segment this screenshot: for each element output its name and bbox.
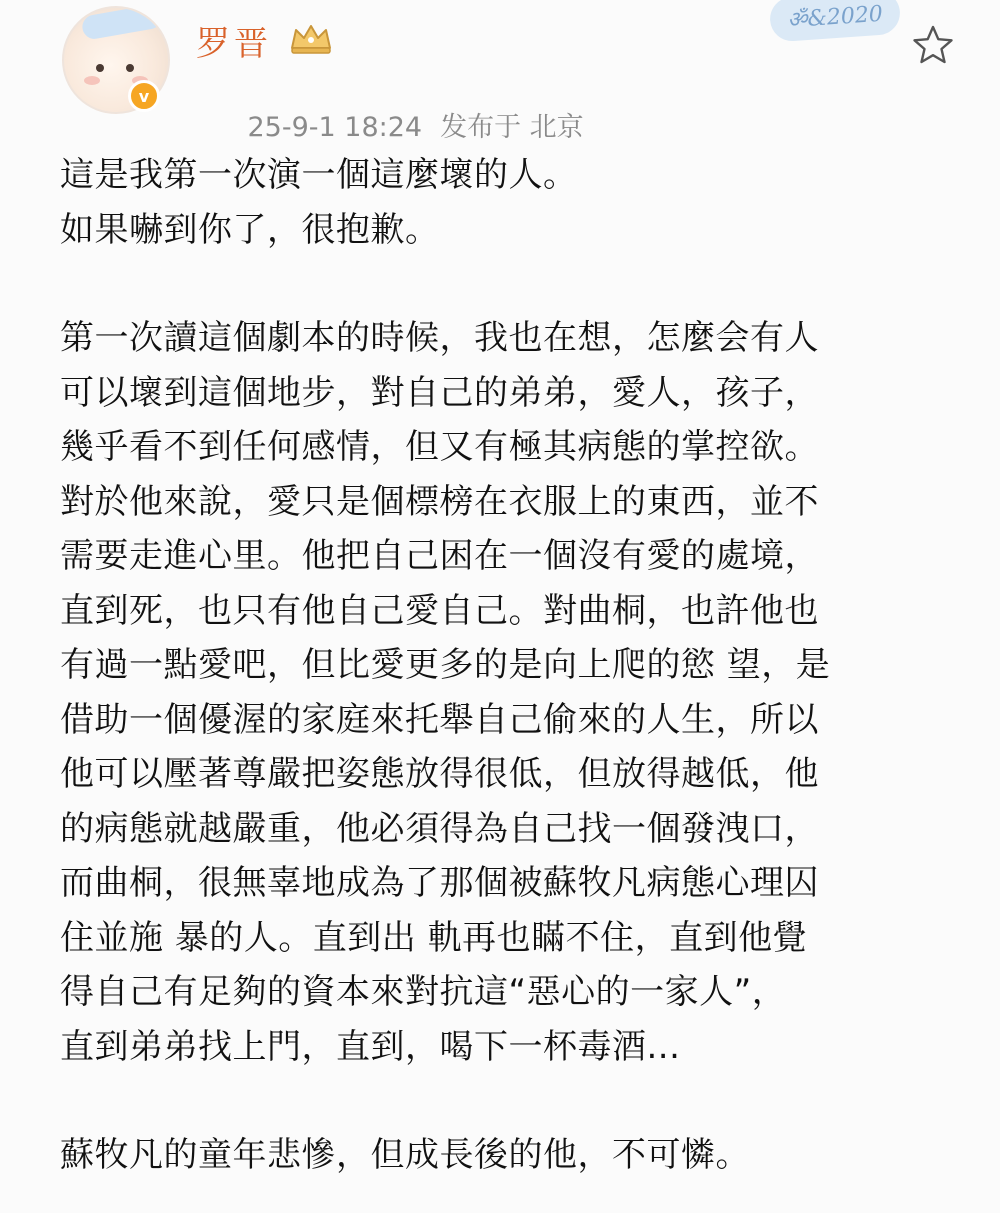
text-line: 這是我第一次演一個這麼壞的人。 (60, 155, 578, 195)
star-outline-icon[interactable] (910, 22, 956, 68)
text-line: 直到弟弟找上門，直到，喝下一杯毒酒... (60, 1026, 681, 1067)
avatar-decoration (81, 6, 164, 41)
text-line: 需要走進心里。他把自己困在一個沒有愛的處境， (60, 536, 819, 576)
text-line: 得自己有足夠的資本來對抗這“惡心的一家人”， (60, 972, 787, 1012)
author-name[interactable]: 罗晋 (196, 24, 272, 64)
avatar-eye-right (126, 64, 134, 72)
text-line: 可以壞到這個地步，對自己的弟弟，愛人，孩子， (60, 372, 819, 413)
post-datetime: 25-9-1 18:24 (247, 112, 423, 143)
text-line: 而曲桐，很無辜地成為了那個被蘇牧凡病態心理囚 (60, 863, 819, 903)
paragraph-1 (60, 148, 960, 257)
paragraph-2 (60, 311, 960, 1074)
text-line: 如果嚇到你了，很抱歉。 (60, 209, 440, 250)
text-line: 的病態就越嚴重，他必須得為自己找一個發洩口， (60, 808, 819, 849)
text-line: 直到死，也只有他自己愛自己。對曲桐，也許他也 (60, 590, 819, 631)
text-line: 他可以壓著尊嚴把姿態放得很低，但放得越低，他 (60, 754, 819, 794)
post-location: 发布于 北京 (440, 112, 584, 143)
verified-badge-icon: v (128, 80, 160, 112)
text-line: 蘇牧凡的童年悲慘，但成長後的他，不可憐。 (60, 1135, 750, 1175)
text-line: 借助一個優渥的家庭來托舉自己偷來的人生，所以 (60, 699, 819, 740)
text-line: 對於他來說，愛只是個標榜在衣服上的東西，並不 (60, 481, 819, 522)
post-body (60, 148, 960, 1183)
crown-icon (288, 22, 334, 54)
paragraph-3 (60, 1128, 960, 1183)
decoration-card-badge: ॐ&2020 (769, 0, 902, 42)
text-line: 幾乎看不到任何感情，但又有極其病態的掌控欲。 (60, 427, 819, 467)
text-line: 有過一點愛吧，但比愛更多的是向上爬的慾 望，是 (60, 645, 831, 685)
post-header (0, 0, 1000, 143)
text-line: 第一次讀這個劇本的時候，我也在想，怎麼会有人 (60, 318, 819, 358)
avatar-blush-left (84, 76, 100, 85)
avatar-eye-left (96, 64, 104, 72)
text-line: 住並施 暴的人。直到出 軌再也瞞不住，直到他覺 (60, 917, 808, 958)
